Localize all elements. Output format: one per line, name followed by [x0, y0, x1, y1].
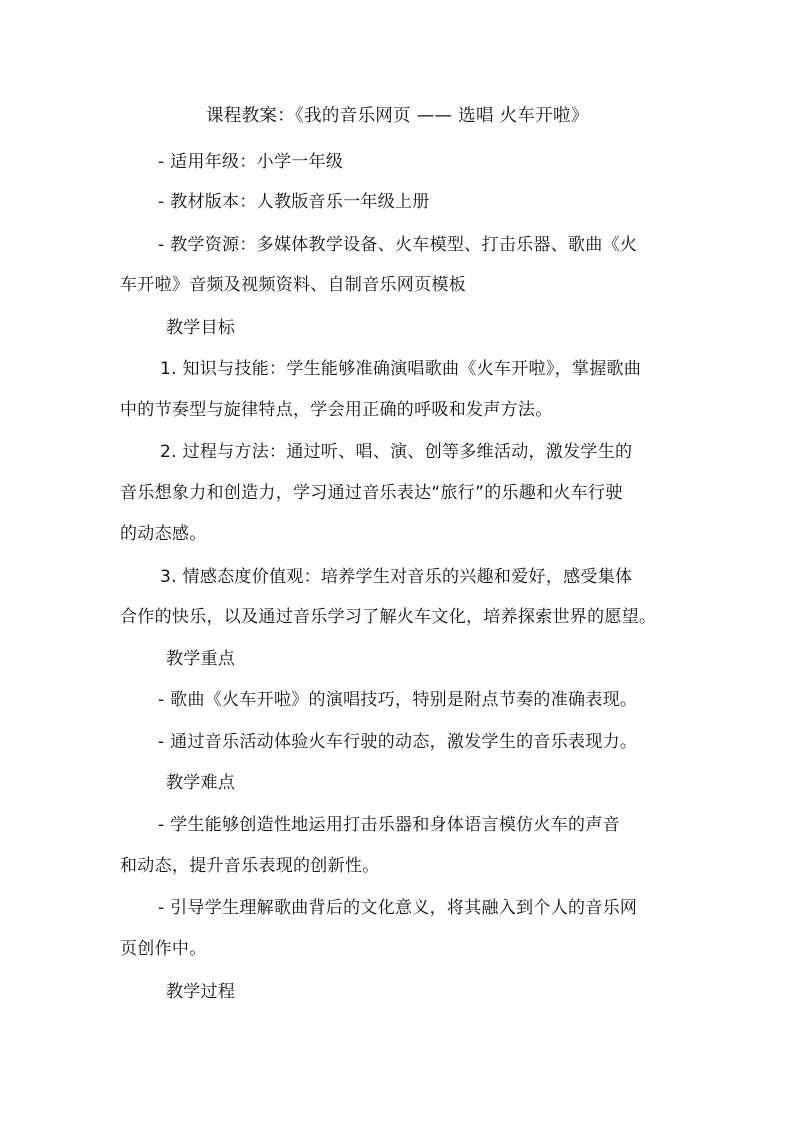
- edition-line: - 教材版本：人教版音乐一年级上册: [158, 192, 430, 212]
- difficulty-1-line-1: - 学生能够创造性地运用打击乐器和身体语言模仿火车的声音: [158, 815, 620, 835]
- objective-2-line-2: 音乐想象力和创造力，学习通过音乐表达“旅行”的乐趣和火车行驶: [120, 483, 623, 503]
- resources-line-2: 车开啦》音频及视频资料、自制音乐网页模板: [120, 275, 466, 295]
- key-points-heading: 教学重点: [166, 649, 236, 669]
- key-point-1: - 歌曲《火车开啦》的演唱技巧，特别是附点节奏的准确表现。: [158, 690, 638, 710]
- objective-3-line-2: 合作的快乐，以及通过音乐学习了解火车文化，培养探索世界的愿望。: [120, 607, 657, 627]
- objective-2-line-1: 2. 过程与方法：通过听、唱、演、创等多维活动，激发学生的: [160, 442, 633, 462]
- difficulties-heading: 教学难点: [166, 773, 236, 793]
- objectives-heading: 教学目标: [166, 318, 236, 338]
- objective-2-line-3: 的动态感。: [120, 524, 207, 544]
- difficulty-2-line-2: 页创作中。: [120, 939, 207, 959]
- document-title: 课程教案：《我的音乐网页 —— 选唱 火车开啦》: [206, 106, 589, 126]
- objective-1-line-2: 中的节奏型与旋律特点，学会用正确的呼吸和发声方法。: [120, 400, 553, 420]
- grade-line: - 适用年级：小学一年级: [158, 152, 344, 172]
- process-heading: 教学过程: [166, 982, 236, 1002]
- objective-1-line-1: 1. 知识与技能：学生能够准确演唱歌曲《火车开啦》，掌握歌曲: [160, 359, 642, 379]
- resources-line-1: - 教学资源：多媒体教学设备、火车模型、打击乐器、歌曲《火: [158, 235, 638, 255]
- objective-3-line-1: 3. 情感态度价值观：培养学生对音乐的兴趣和爱好，感受集体: [160, 567, 633, 587]
- difficulty-2-line-1: - 引导学生理解歌曲背后的文化意义，将其融入到个人的音乐网: [158, 898, 638, 918]
- key-point-2: - 通过音乐活动体验火车行驶的动态，激发学生的音乐表现力。: [158, 732, 638, 752]
- difficulty-1-line-2: 和动态，提升音乐表现的创新性。: [120, 856, 380, 876]
